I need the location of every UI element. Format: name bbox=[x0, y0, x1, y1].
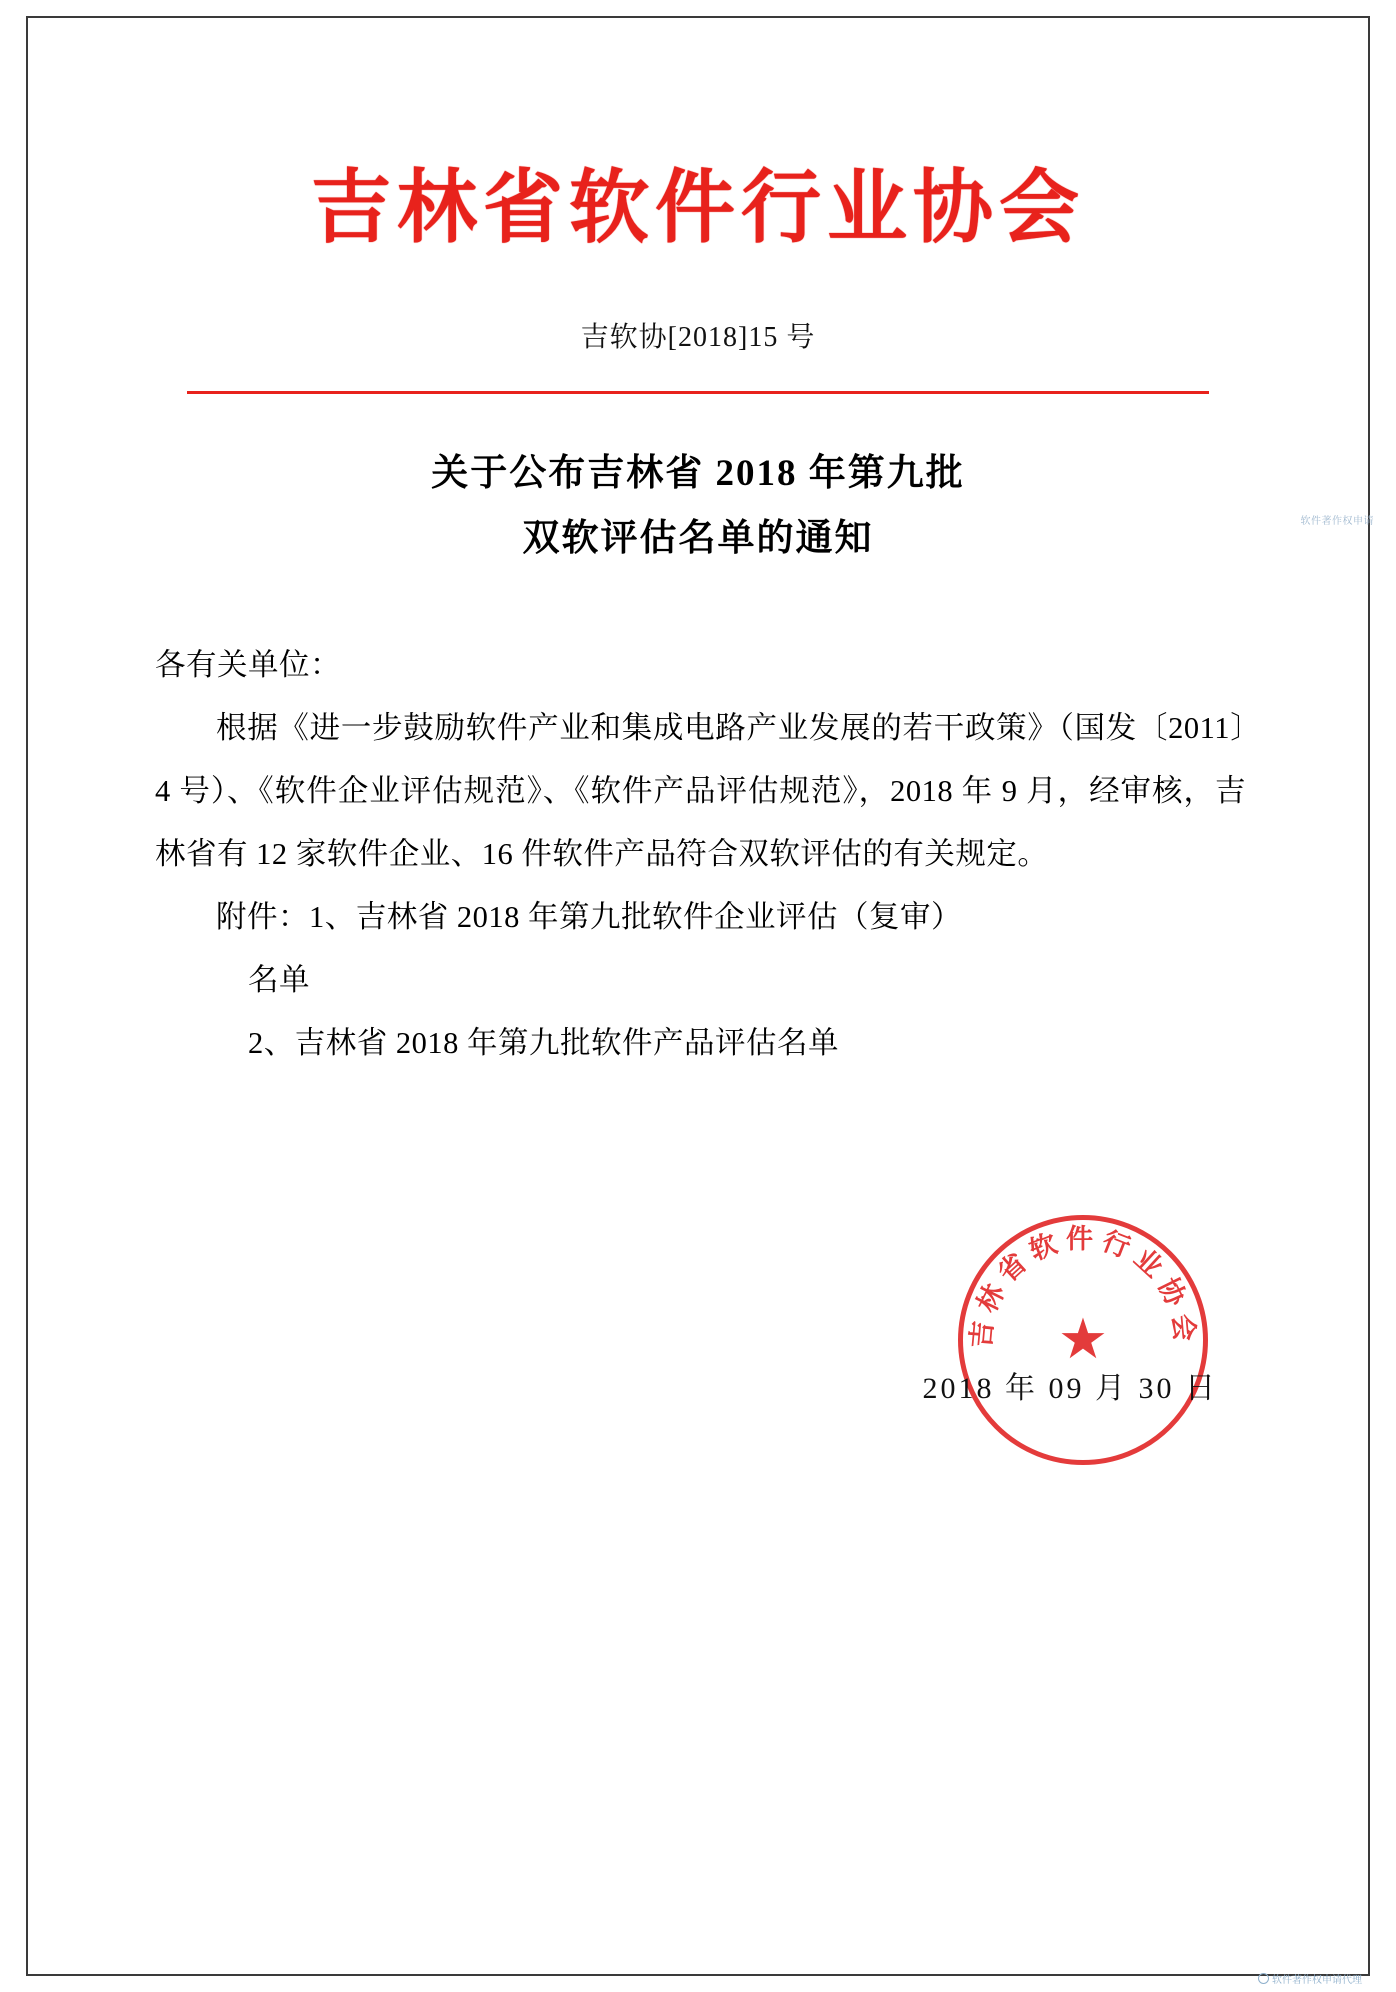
document-body bbox=[60, 634, 1336, 1076]
watermark-dot-icon bbox=[1258, 1973, 1269, 1984]
organization-masthead: 吉林省软件行业协会 bbox=[311, 165, 1085, 253]
attachment-line-2: 2、吉林省 2018 年第九批软件产品评估名单 bbox=[248, 1026, 840, 1061]
document-title bbox=[60, 442, 1336, 572]
official-seal-stamp bbox=[958, 1215, 1208, 1465]
issue-date: 2018 年 09 月 30 日 bbox=[922, 1372, 1218, 1406]
body-paragraph-1: 根据《进一步鼓励软件产业和集成电路产业发展的若干政策》（国发〔2011〕4 号）、《软件企业评估规范》、《软件产品评估规范》，2018 年 9 月，经审核，吉林省有 12 家软件企业、16 件软件产品符合双软评估的有关规定。 bbox=[155, 710, 1246, 871]
document-number: 吉软协[2018]15 号 bbox=[580, 322, 816, 353]
document-title-line-1: 关于公布吉林省 2018 年第九批 bbox=[431, 453, 965, 494]
attachment-line-1: 附件：1、吉林省 2018 年第九批软件企业评估（复审） bbox=[216, 900, 962, 934]
watermark-right: 软件著作权申请 bbox=[1300, 516, 1374, 527]
watermark-bottom bbox=[1258, 1971, 1362, 1986]
seal-arc-text: 吉林省软件行业协会 bbox=[965, 1224, 1201, 1350]
seal-star-icon: ★ bbox=[1057, 1309, 1109, 1372]
document-content bbox=[60, 40, 1336, 1952]
signature-area bbox=[60, 1145, 1336, 1545]
watermark-bottom-label: 软件著作权申请代理 bbox=[1272, 1975, 1362, 1986]
attachment-line-1-continued: 名单 bbox=[248, 963, 311, 998]
document-title-line-2: 双软评估名单的通知 bbox=[522, 517, 874, 559]
salutation: 各有关单位： bbox=[155, 647, 341, 682]
seal-inner bbox=[963, 1220, 1203, 1460]
red-divider-rule bbox=[187, 391, 1209, 394]
